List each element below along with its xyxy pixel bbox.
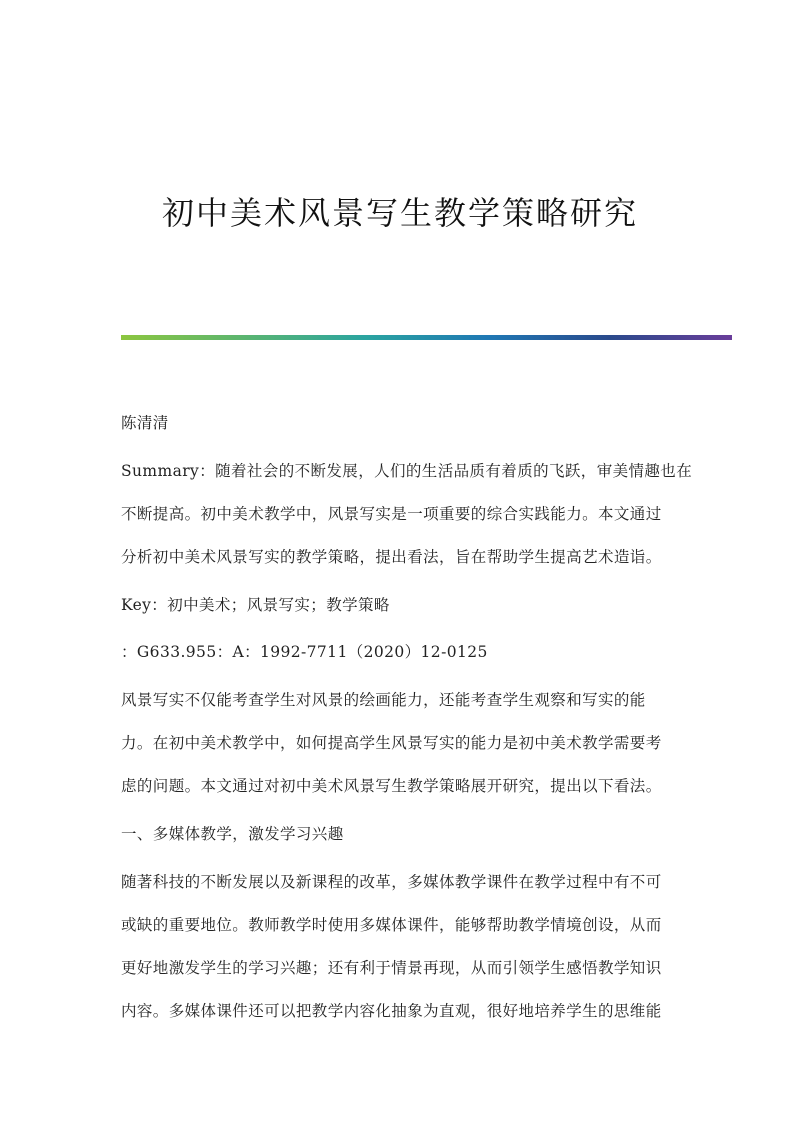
summary-line: 分析初中美术风景写实的教学策略，提出看法，旨在帮助学生提高艺术造诣。 bbox=[121, 548, 662, 566]
summary-line: 不断提高。初中美术教学中，风景写实是一项重要的综合实践能力。本文通过 bbox=[121, 505, 662, 523]
intro-line: 虑的问题。本文通过对初中美术风景写生教学策略展开研究，提出以下看法。 bbox=[121, 777, 662, 795]
document-title: 初中美术风景写生教学策略研究 bbox=[161, 194, 638, 232]
section-heading: 一、多媒体教学，激发学习兴趣 bbox=[121, 825, 344, 843]
keywords-line: Key：初中美术；风景写实；教学策略 bbox=[121, 596, 390, 614]
summary-line: Summary：随着社会的不断发展，人们的生活品质有着质的飞跃，审美情趣也在 bbox=[121, 462, 693, 480]
section-line: 或缺的重要地位。教师教学时使用多媒体课件，能够帮助教学情境创设，从而 bbox=[121, 916, 662, 934]
intro-line: 力。在初中美术教学中，如何提高学生风景写实的能力是初中美术教学需要考 bbox=[121, 734, 662, 752]
title-divider bbox=[121, 335, 732, 340]
section-line: 内容。多媒体课件还可以把教学内容化抽象为直观，很好地培养学生的思维能 bbox=[121, 1002, 662, 1020]
classification-line: ：G633.955：A：1992-7711（2020）12-0125 bbox=[121, 643, 488, 661]
author-name: 陈清清 bbox=[121, 414, 169, 432]
section-line: 更好地激发学生的学习兴趣；还有利于情景再现，从而引领学生感悟教学知识 bbox=[121, 959, 662, 977]
intro-line: 风景写实不仅能考查学生对风景的绘画能力，还能考查学生观察和写实的能 bbox=[121, 691, 646, 709]
section-line: 随著科技的不断发展以及新课程的改革，多媒体教学课件在教学过程中有不可 bbox=[121, 873, 662, 891]
